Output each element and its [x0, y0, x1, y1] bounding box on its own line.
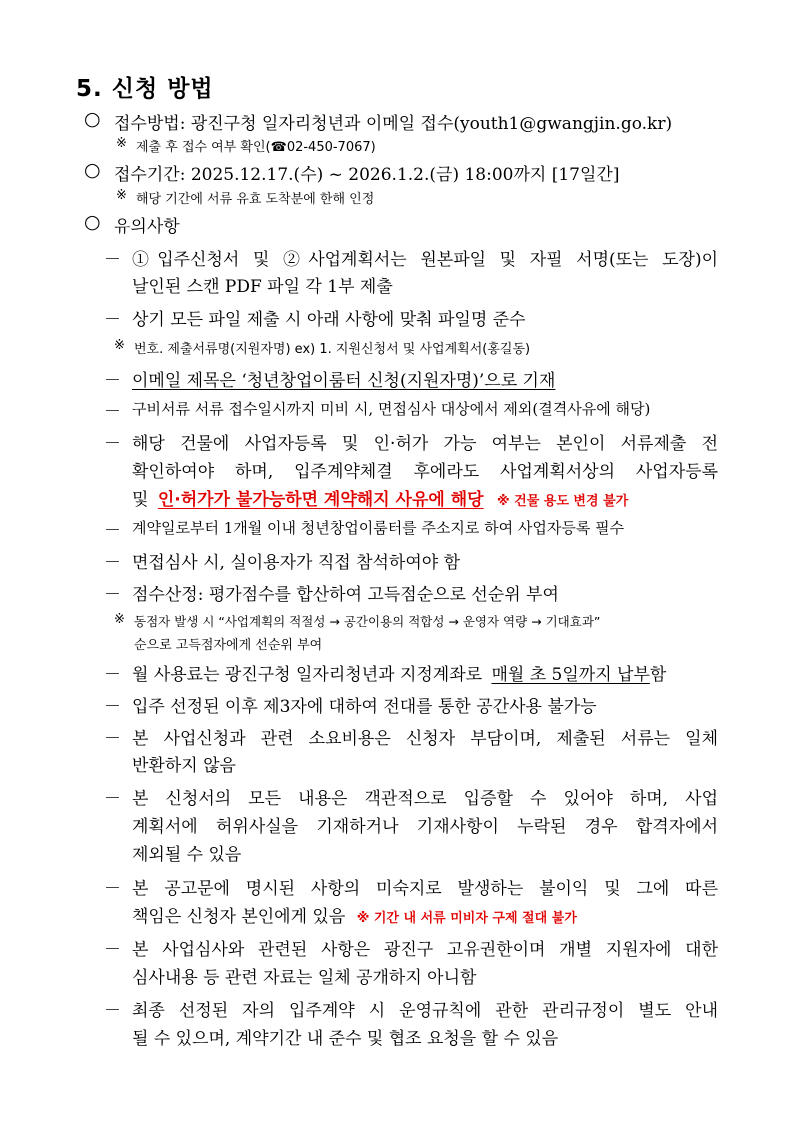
item-2: 상기 모든 파일 제출 시 아래 사항에 맞춰 파일명 준수: [132, 310, 526, 330]
item-1-line-1: ①입주신청서 및 ②사업계획서는 원본파일 및 자필 서명(또는 도장)이: [132, 250, 718, 270]
item-13-text: 책임은 신청자 본인에게 있음: [132, 907, 346, 927]
dash-bullet: －: [104, 697, 121, 717]
item-9-deadline: 매월 초 5일까지 납부: [491, 665, 650, 685]
notes-heading: 유의사항: [114, 217, 180, 237]
item-14-line-2: 심사내용 등 관련 자료는 일체 공개하지 아니함: [132, 968, 477, 988]
item-11-line-1: 본 사업신청과 관련 소요비용은 신청자 부담이며, 제출된 서류는 일체: [132, 729, 718, 749]
note-mark: ※: [114, 612, 125, 627]
item-12-line-2: 계획서에 허위사실을 기재하거나 기재사항이 누락된 경우 합격자에서: [132, 817, 718, 837]
item-5-line-3: [132, 485, 628, 510]
section-title: 5. 신청 방법: [76, 76, 214, 102]
item-9-suffix: 함: [649, 665, 667, 685]
item-5-line-2: 확인하여야 하며, 입주계약체결 후에라도 사업계획서상의 사업자등록: [132, 462, 718, 482]
item-10: 입주 선정된 이후 제3자에 대하여 전대를 통한 공간사용 불가능: [132, 697, 597, 717]
dash-bullet: －: [104, 521, 121, 541]
item-15-line-2: 될 수 있으며, 계약기간 내 준수 및 협조 요청을 할 수 있음: [132, 1029, 559, 1049]
note-mark: ※: [114, 338, 125, 353]
item-5-line-1: 해당 건물에 사업자등록 및 인·허가 가능 여부는 본인이 서류제출 전: [132, 434, 718, 454]
item-6: 계약일로부터 1개월 이내 청년창업이룸터를 주소지로 하여 사업자등록 필수: [132, 519, 625, 537]
item-9: [132, 660, 666, 685]
item-5-prefix: 및: [132, 490, 149, 510]
dash-bullet: －: [104, 585, 121, 605]
dash-bullet: －: [104, 665, 121, 685]
item-8-note-line-1: 동점자 발생 시 “사업계획의 적절성 → 공간이용의 적합성 → 운영자 역량 → 기대효과”: [134, 614, 601, 629]
item-4: 구비서류 서류 접수일시까지 미비 시, 면접심사 대상에서 제외(결격사유에 해당): [132, 400, 651, 418]
circle-bullet: ○: [84, 211, 101, 233]
dash-bullet: －: [104, 402, 121, 422]
item-12-line-3: 제외될 수 있음: [132, 845, 242, 865]
dash-bullet: －: [104, 789, 121, 809]
item-11-line-2: 반환하지 않음: [132, 756, 236, 776]
item-9-text: 월 사용료는 광진구청 일자리청년과 지정계좌로: [132, 665, 483, 685]
item-5-red-note: ※ 건물 용도 변경 불가: [496, 494, 629, 509]
item-8-note-line-2: 순으로 고득점자에게 선순위 부여: [134, 638, 323, 653]
item-5-warning: 인·허가가 불가능하면 계약해지 사유에 해당: [157, 490, 484, 510]
period-line: 접수기간: 2025.12.17.(수) ~ 2026.1.2.(금) 18:00까지 [17일간]: [114, 165, 620, 185]
item-2-note: 번호. 제출서류명(지원자명) ex) 1. 지원신청서 및 사업계획서(홍길동): [134, 342, 531, 357]
item-1-line-2: 날인된 스캔 PDF 파일 각 1부 제출: [132, 277, 393, 297]
item-13-red-note: ※ 기간 내 서류 미비자 구제 절대 불가: [356, 911, 577, 926]
note-mark: ※: [116, 188, 127, 203]
dash-bullet: －: [104, 940, 121, 960]
item-13-line-2: [132, 902, 577, 927]
circle-bullet: ○: [84, 108, 101, 130]
item-7: 면접심사 시, 실이용자가 직접 참석하여야 함: [132, 553, 461, 573]
note-mark: ※: [116, 136, 127, 151]
method-line: 접수방법: 광진구청 일자리청년과 이메일 접수(youth1@gwangjin.go.kr): [114, 114, 673, 134]
dash-bullet: －: [104, 1001, 121, 1021]
method-note: 제출 후 접수 여부 확인(☎02-450-7067): [136, 140, 376, 155]
dash-bullet: －: [104, 434, 121, 454]
dash-bullet: －: [104, 310, 121, 330]
dash-bullet: －: [104, 879, 121, 899]
item-14-line-1: 본 사업심사와 관련된 사항은 광진구 고유권한이며 개별 지원자에 대한: [132, 940, 718, 960]
dash-bullet: －: [104, 250, 121, 270]
dash-bullet: －: [104, 553, 121, 573]
item-12-line-1: 본 신청서의 모든 내용은 객관적으로 입증할 수 있어야 하며, 사업: [132, 789, 718, 809]
item-15-line-1: 최종 선정된 자의 입주계약 시 운영규칙에 관한 관리규정이 별도 안내: [132, 1001, 718, 1021]
item-13-line-1: 본 공고문에 명시된 사항의 미숙지로 발생하는 불이익 및 그에 따른: [132, 879, 718, 899]
circle-bullet: ○: [84, 159, 101, 181]
dash-bullet: －: [104, 371, 121, 391]
dash-bullet: －: [104, 729, 121, 749]
item-3: 이메일 제목은 ‘청년창업이룸터 신청(지원자명)’으로 기재: [132, 371, 556, 391]
period-note: 해당 기간에 서류 유효 도착분에 한해 인정: [136, 192, 375, 207]
item-8: 점수산정: 평가점수를 합산하여 고득점순으로 선순위 부여: [132, 585, 559, 605]
